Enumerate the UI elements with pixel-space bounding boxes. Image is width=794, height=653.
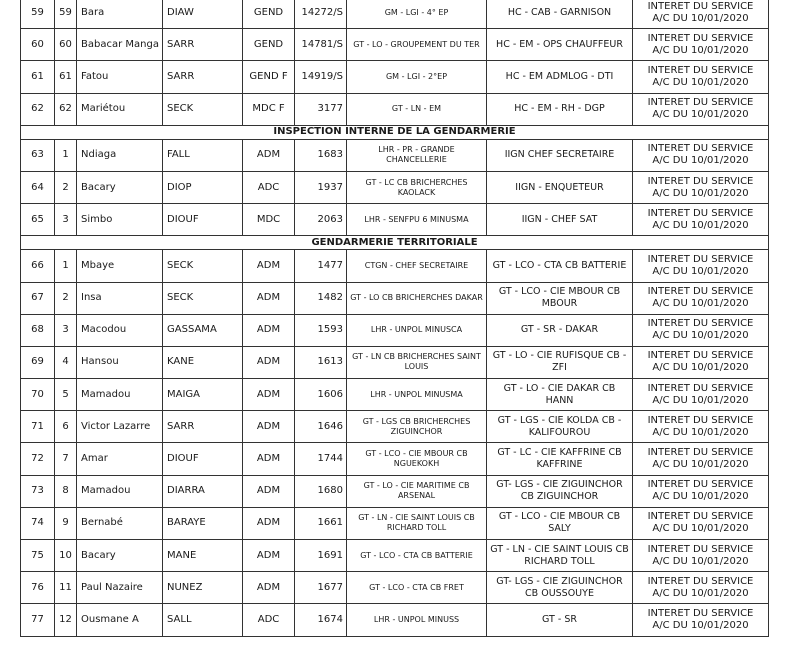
grade-cell: GEND [243, 29, 295, 61]
prenom-cell: Mariétou [77, 93, 163, 125]
table-row [21, 411, 769, 443]
table-row [21, 346, 769, 378]
motif-line1: INTERET DU SERVICE [647, 32, 754, 44]
motif-cell [633, 507, 769, 539]
motif-cell [633, 93, 769, 125]
nom-cell: KANE [163, 346, 243, 378]
motif-line1: INTERET DU SERVICE [647, 143, 754, 155]
ancienne-affectation-cell: LHR - SENFPU 6 MINUSMA [347, 204, 487, 236]
nouvelle-affectation-cell: IIGN - ENQUETEUR [487, 171, 633, 203]
row-number: 68 [21, 314, 55, 346]
row-subnumber: 3 [55, 204, 77, 236]
motif-line2: A/C DU 10/01/2020 [652, 362, 749, 374]
motif-cell [633, 411, 769, 443]
motif-line1: INTERET DU SERVICE [647, 64, 754, 76]
nouvelle-affectation-cell: GT - LO - CIE RUFISQUE CB - ZFI [487, 346, 633, 378]
ancienne-affectation-cell: LHR - UNPOL MINUSMA [347, 379, 487, 411]
nom-cell: SARR [163, 29, 243, 61]
nom-cell: SARR [163, 411, 243, 443]
prenom-cell: Ousmane A [77, 604, 163, 636]
motif-line1: INTERET DU SERVICE [647, 511, 754, 523]
table-row [21, 507, 769, 539]
row-number: 77 [21, 604, 55, 636]
motif-cell [633, 314, 769, 346]
row-number: 74 [21, 507, 55, 539]
motif-cell [633, 29, 769, 61]
matricule-cell: 14272/S [295, 0, 347, 29]
table-row [21, 314, 769, 346]
nom-cell: MANE [163, 540, 243, 572]
ancienne-affectation-cell: GT - LN - CIE SAINT LOUIS CB RICHARD TOLL [347, 507, 487, 539]
nouvelle-affectation-cell: GT - LC - CIE KAFFRINE CB KAFFRINE [487, 443, 633, 475]
row-number: 73 [21, 475, 55, 507]
grade-cell: ADM [243, 507, 295, 539]
matricule-cell: 1744 [295, 443, 347, 475]
motif-line1: INTERET DU SERVICE [647, 350, 754, 362]
nom-cell: MAIGA [163, 379, 243, 411]
nouvelle-affectation-cell: HC - EM - RH - DGP [487, 93, 633, 125]
motif-line2: A/C DU 10/01/2020 [652, 491, 749, 503]
row-subnumber: 9 [55, 507, 77, 539]
prenom-cell: Paul Nazaire [77, 572, 163, 604]
row-subnumber: 60 [55, 29, 77, 61]
motif-line2: A/C DU 10/01/2020 [652, 459, 749, 471]
nouvelle-affectation-cell: IIGN CHEF SECRETAIRE [487, 139, 633, 171]
ancienne-affectation-cell: GT - LO CB BRICHERCHES DAKAR [347, 282, 487, 314]
row-subnumber: 3 [55, 314, 77, 346]
grade-cell: ADM [243, 282, 295, 314]
prenom-cell: Bacary [77, 171, 163, 203]
table-row [21, 572, 769, 604]
motif-cell [633, 171, 769, 203]
motif-cell [633, 540, 769, 572]
nom-cell: DIAW [163, 0, 243, 29]
matricule-cell: 1677 [295, 572, 347, 604]
motif-cell [633, 572, 769, 604]
nom-cell: SECK [163, 282, 243, 314]
grade-cell: ADM [243, 139, 295, 171]
motif-cell [633, 379, 769, 411]
ancienne-affectation-cell: GT - LO - GROUPEMENT DU TER [347, 29, 487, 61]
row-subnumber: 62 [55, 93, 77, 125]
prenom-cell: Mbaye [77, 250, 163, 282]
motif-line2: A/C DU 10/01/2020 [652, 330, 749, 342]
ancienne-affectation-cell: GM - LGI - 4° EP [347, 0, 487, 29]
motif-cell [633, 139, 769, 171]
nom-cell: DIOUF [163, 443, 243, 475]
matricule-cell: 1482 [295, 282, 347, 314]
nouvelle-affectation-cell: GT - LO - CIE DAKAR CB HANN [487, 379, 633, 411]
motif-line1: INTERET DU SERVICE [647, 382, 754, 394]
ancienne-affectation-cell: LHR - UNPOL MINUSS [347, 604, 487, 636]
nouvelle-affectation-cell: HC - CAB - GARNISON [487, 0, 633, 29]
grade-cell: GEND F [243, 61, 295, 93]
row-subnumber: 11 [55, 572, 77, 604]
row-number: 67 [21, 282, 55, 314]
ancienne-affectation-cell: LHR - UNPOL MINUSCA [347, 314, 487, 346]
section-title: INSPECTION INTERNE DE LA GENDARMERIE [21, 125, 769, 139]
motif-line2: A/C DU 10/01/2020 [652, 44, 749, 56]
nom-cell: SARR [163, 61, 243, 93]
table-row [21, 540, 769, 572]
row-number: 65 [21, 204, 55, 236]
nom-cell: DIARRA [163, 475, 243, 507]
row-number: 69 [21, 346, 55, 378]
grade-cell: MDC [243, 204, 295, 236]
nouvelle-affectation-cell: GT - LCO - CIE MBOUR CB MBOUR [487, 282, 633, 314]
table-body [21, 0, 769, 636]
motif-cell [633, 346, 769, 378]
row-number: 66 [21, 250, 55, 282]
row-number: 64 [21, 171, 55, 203]
row-number: 72 [21, 443, 55, 475]
motif-cell [633, 282, 769, 314]
grade-cell: ADM [243, 572, 295, 604]
matricule-cell: 3177 [295, 93, 347, 125]
table-row [21, 171, 769, 203]
row-number: 59 [21, 0, 55, 29]
row-subnumber: 12 [55, 604, 77, 636]
matricule-cell: 14781/S [295, 29, 347, 61]
motif-line1: INTERET DU SERVICE [647, 318, 754, 330]
motif-line2: A/C DU 10/01/2020 [652, 523, 749, 535]
matricule-cell: 1661 [295, 507, 347, 539]
motif-line1: INTERET DU SERVICE [647, 97, 754, 109]
motif-cell [633, 0, 769, 29]
matricule-cell: 1477 [295, 250, 347, 282]
nouvelle-affectation-cell: IIGN - CHEF SAT [487, 204, 633, 236]
section-header-row [21, 236, 769, 250]
motif-line1: INTERET DU SERVICE [647, 0, 754, 12]
table-row [21, 443, 769, 475]
nom-cell: SECK [163, 250, 243, 282]
nom-cell: DIOP [163, 171, 243, 203]
grade-cell: ADM [243, 443, 295, 475]
prenom-cell: Mamadou [77, 475, 163, 507]
ancienne-affectation-cell: GT - LN CB BRICHERCHES SAINT LOUIS [347, 346, 487, 378]
prenom-cell: Amar [77, 443, 163, 475]
prenom-cell: Insa [77, 282, 163, 314]
motif-line2: A/C DU 10/01/2020 [652, 12, 749, 24]
prenom-cell: Bacary [77, 540, 163, 572]
matricule-cell: 1606 [295, 379, 347, 411]
table-row [21, 604, 769, 636]
matricule-cell: 1613 [295, 346, 347, 378]
matricule-cell: 1593 [295, 314, 347, 346]
motif-line2: A/C DU 10/01/2020 [652, 265, 749, 277]
motif-line1: INTERET DU SERVICE [647, 286, 754, 298]
motif-line2: A/C DU 10/01/2020 [652, 394, 749, 406]
ancienne-affectation-cell: GT - LGS CB BRICHERCHES ZIGUINCHOR [347, 411, 487, 443]
nouvelle-affectation-cell: HC - EM - OPS CHAUFFEUR [487, 29, 633, 61]
grade-cell: ADM [243, 540, 295, 572]
row-subnumber: 2 [55, 282, 77, 314]
nouvelle-affectation-cell: GT - SR - DAKAR [487, 314, 633, 346]
row-number: 63 [21, 139, 55, 171]
row-number: 75 [21, 540, 55, 572]
motif-cell [633, 204, 769, 236]
motif-line1: INTERET DU SERVICE [647, 447, 754, 459]
table-row [21, 0, 769, 29]
nouvelle-affectation-cell: GT - LCO - CIE MBOUR CB SALY [487, 507, 633, 539]
section-title: GENDARMERIE TERRITORIALE [21, 236, 769, 250]
row-subnumber: 7 [55, 443, 77, 475]
row-number: 76 [21, 572, 55, 604]
motif-line1: INTERET DU SERVICE [647, 575, 754, 587]
ancienne-affectation-cell: LHR - PR - GRANDE CHANCELLERIE [347, 139, 487, 171]
prenom-cell: Ndiaga [77, 139, 163, 171]
nom-cell: SECK [163, 93, 243, 125]
row-number: 62 [21, 93, 55, 125]
grade-cell: ADC [243, 604, 295, 636]
nouvelle-affectation-cell: HC - EM ADMLOG - DTI [487, 61, 633, 93]
prenom-cell: Macodou [77, 314, 163, 346]
row-subnumber: 1 [55, 250, 77, 282]
row-subnumber: 61 [55, 61, 77, 93]
motif-line1: INTERET DU SERVICE [647, 543, 754, 555]
row-number: 71 [21, 411, 55, 443]
nouvelle-affectation-cell: GT - SR [487, 604, 633, 636]
matricule-cell: 14919/S [295, 61, 347, 93]
row-subnumber: 5 [55, 379, 77, 411]
ancienne-affectation-cell: GT - LCO - CIE MBOUR CB NGUEKOKH [347, 443, 487, 475]
motif-line2: A/C DU 10/01/2020 [652, 426, 749, 438]
motif-line2: A/C DU 10/01/2020 [652, 555, 749, 567]
table-row [21, 282, 769, 314]
motif-line2: A/C DU 10/01/2020 [652, 76, 749, 88]
matricule-cell: 1937 [295, 171, 347, 203]
table-row [21, 250, 769, 282]
table-row [21, 29, 769, 61]
nom-cell: FALL [163, 139, 243, 171]
table-row [21, 139, 769, 171]
motif-cell [633, 443, 769, 475]
ancienne-affectation-cell: GM - LGI - 2°EP [347, 61, 487, 93]
row-subnumber: 6 [55, 411, 77, 443]
motif-cell [633, 604, 769, 636]
section-header-row [21, 125, 769, 139]
motif-line2: A/C DU 10/01/2020 [652, 109, 749, 121]
nouvelle-affectation-cell: GT - LN - CIE SAINT LOUIS CB RICHARD TOLL [487, 540, 633, 572]
grade-cell: ADC [243, 171, 295, 203]
table-row [21, 475, 769, 507]
grade-cell: GEND [243, 0, 295, 29]
grade-cell: ADM [243, 379, 295, 411]
nom-cell: NUNEZ [163, 572, 243, 604]
motif-line1: INTERET DU SERVICE [647, 253, 754, 265]
row-subnumber: 4 [55, 346, 77, 378]
grade-cell: ADM [243, 346, 295, 378]
prenom-cell: Victor Lazarre [77, 411, 163, 443]
ancienne-affectation-cell: GT - LN - EM [347, 93, 487, 125]
row-subnumber: 1 [55, 139, 77, 171]
motif-cell [633, 475, 769, 507]
row-subnumber: 10 [55, 540, 77, 572]
motif-cell [633, 250, 769, 282]
nouvelle-affectation-cell: GT - LCO - CTA CB BATTERIE [487, 250, 633, 282]
nom-cell: BARAYE [163, 507, 243, 539]
motif-line1: INTERET DU SERVICE [647, 607, 754, 619]
grade-cell: ADM [243, 475, 295, 507]
table-row [21, 93, 769, 125]
matricule-cell: 1691 [295, 540, 347, 572]
nouvelle-affectation-cell: GT- LGS - CIE ZIGUINCHOR CB OUSSOUYE [487, 572, 633, 604]
row-number: 70 [21, 379, 55, 411]
row-subnumber: 2 [55, 171, 77, 203]
mutation-table [20, 0, 769, 637]
prenom-cell: Bernabé [77, 507, 163, 539]
nouvelle-affectation-cell: GT- LGS - CIE ZIGUINCHOR CB ZIGUINCHOR [487, 475, 633, 507]
grade-cell: ADM [243, 314, 295, 346]
matricule-cell: 2063 [295, 204, 347, 236]
ancienne-affectation-cell: GT - LCO - CTA CB FRET [347, 572, 487, 604]
matricule-cell: 1646 [295, 411, 347, 443]
prenom-cell: Bara [77, 0, 163, 29]
motif-line2: A/C DU 10/01/2020 [652, 619, 749, 631]
matricule-cell: 1674 [295, 604, 347, 636]
row-subnumber: 59 [55, 0, 77, 29]
nom-cell: GASSAMA [163, 314, 243, 346]
nouvelle-affectation-cell: GT - LGS - CIE KOLDA CB - KALIFOUROU [487, 411, 633, 443]
motif-line1: INTERET DU SERVICE [647, 207, 754, 219]
matricule-cell: 1680 [295, 475, 347, 507]
ancienne-affectation-cell: GT - LC CB BRICHERCHES KAOLACK [347, 171, 487, 203]
row-number: 61 [21, 61, 55, 93]
matricule-cell: 1683 [295, 139, 347, 171]
table-row [21, 61, 769, 93]
prenom-cell: Babacar Manga [77, 29, 163, 61]
grade-cell: MDC F [243, 93, 295, 125]
ancienne-affectation-cell: GT - LO - CIE MARITIME CB ARSENAL [347, 475, 487, 507]
motif-cell [633, 61, 769, 93]
row-subnumber: 8 [55, 475, 77, 507]
prenom-cell: Simbo [77, 204, 163, 236]
motif-line2: A/C DU 10/01/2020 [652, 298, 749, 310]
prenom-cell: Mamadou [77, 379, 163, 411]
prenom-cell: Fatou [77, 61, 163, 93]
ancienne-affectation-cell: GT - LCO - CTA CB BATTERIE [347, 540, 487, 572]
motif-line2: A/C DU 10/01/2020 [652, 219, 749, 231]
ancienne-affectation-cell: CTGN - CHEF SECRETAIRE [347, 250, 487, 282]
prenom-cell: Hansou [77, 346, 163, 378]
grade-cell: ADM [243, 411, 295, 443]
motif-line1: INTERET DU SERVICE [647, 479, 754, 491]
motif-line1: INTERET DU SERVICE [647, 414, 754, 426]
motif-line2: A/C DU 10/01/2020 [652, 587, 749, 599]
grade-cell: ADM [243, 250, 295, 282]
row-number: 60 [21, 29, 55, 61]
table-row [21, 204, 769, 236]
motif-line2: A/C DU 10/01/2020 [652, 187, 749, 199]
motif-line2: A/C DU 10/01/2020 [652, 155, 749, 167]
motif-line1: INTERET DU SERVICE [647, 175, 754, 187]
table-row [21, 379, 769, 411]
nom-cell: SALL [163, 604, 243, 636]
nom-cell: DIOUF [163, 204, 243, 236]
